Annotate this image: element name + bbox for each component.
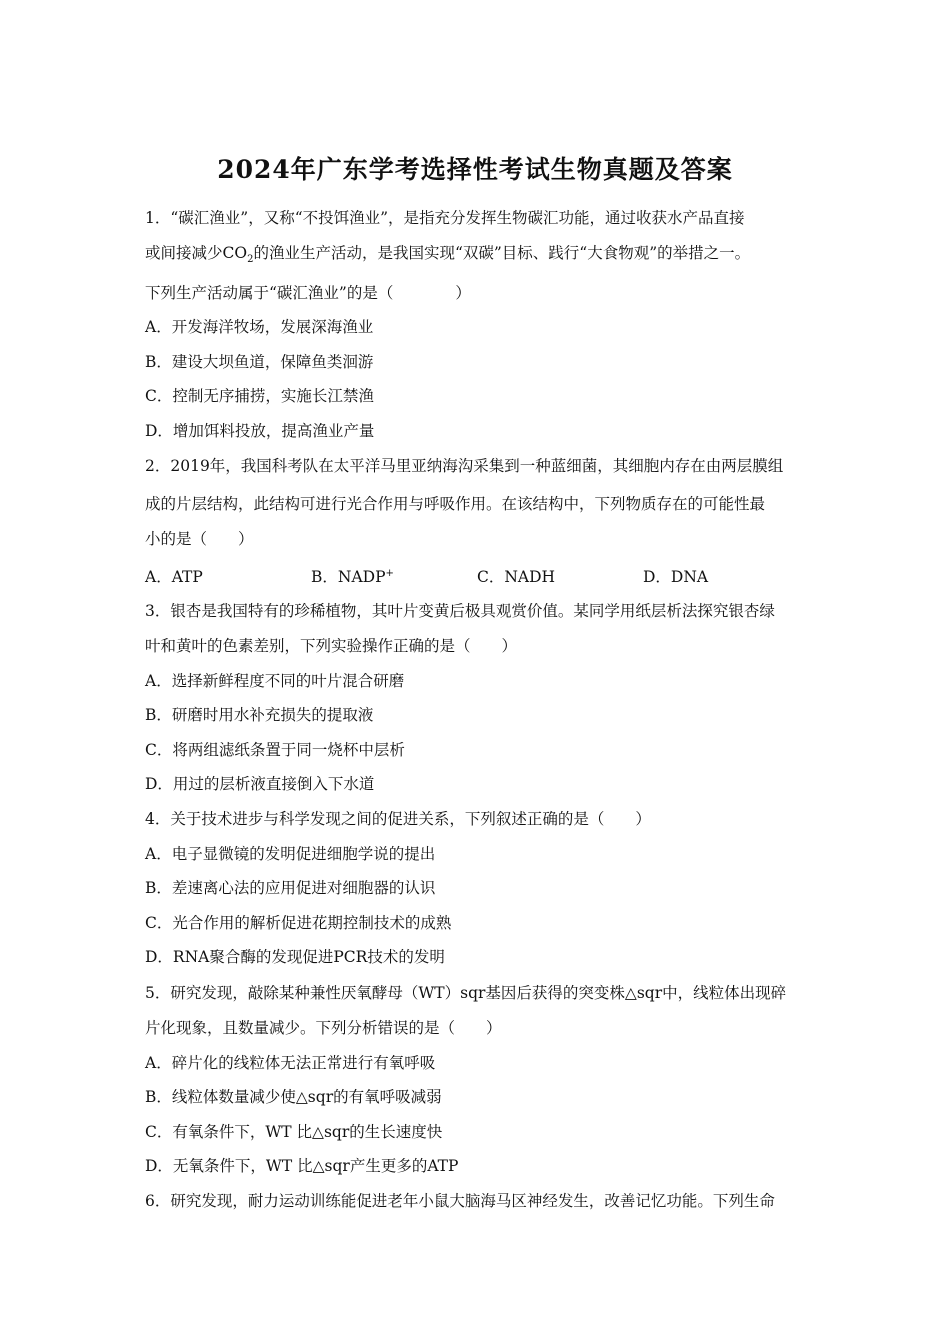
co2-subscript: 2 [247,254,254,266]
q2-options-row [145,564,845,587]
q1-option-b: B．建设大坝鱼道，保障鱼类洄游 [145,353,374,371]
q2-option-d: D．DNA [643,568,709,587]
q5-stem-line-2: 片化现象，且数量减少。下列分析错误的是（ ） [145,1019,502,1037]
q3-stem-line-1: 3．银杏是我国特有的珍稀植物，其叶片变黄后极具观赏价值。某同学用纸层析法探究银杏绿 [145,602,775,620]
q3-stem-line-2: 叶和黄叶的色素差别，下列实验操作正确的是（ ） [145,637,518,655]
q5-stem-line-1: 5．研究发现，敲除某种兼性厌氧酵母（WT）sqr基因后获得的突变株△sqr中，线粒体出现碎 [145,984,787,1002]
q3-option-b: B．研磨时用水补充损失的提取液 [145,706,374,724]
page-title: 2024年广东学考选择性考试生物真题及答案 [217,155,733,184]
q5-option-c: C．有氧条件下，WT 比△sqr的生长速度快 [145,1123,443,1141]
q1-option-d: D．增加饵料投放，提高渔业产量 [145,422,375,440]
q5-option-d: D．无氧条件下，WT 比△sqr产生更多的ATP [145,1157,459,1175]
q1-stem-line-1: 1．“碳汇渔业”，又称“不投饵渔业”，是指充分发挥生物碳汇功能，通过收获水产品直接 [145,209,745,227]
q2-stem-line-1: 2．2019年，我国科考队在太平洋马里亚纳海沟采集到一种蓝细菌，其细胞内存在由两层膜组 [145,457,784,475]
q5-option-b: B．线粒体数量减少使△sqr的有氧呼吸减弱 [145,1088,442,1106]
q6-stem-line-1: 6．研究发现，耐力运动训练能促进老年小鼠大脑海马区神经发生，改善记忆功能。下列生命 [145,1192,775,1210]
q4-option-c: C．光合作用的解析促进花期控制技术的成熟 [145,914,452,932]
q2-stem-line-2: 成的片层结构，此结构可进行光合作用与呼吸作用。在该结构中，下列物质存在的可能性最 [145,495,766,513]
q4-stem-line-1: 4．关于技术进步与科学发现之间的促进关系，下列叙述正确的是（ ） [145,810,651,828]
q2-stem-line-3: 小的是（ ） [145,530,254,548]
q2-option-c: C．NADH [477,568,556,587]
q1-stem-line-2: 或间接减少$CO_2$的渔业生产活动，是我国实现“双碳”目标、践行“大食物观”的举措之一。 [145,244,751,266]
q3-option-c: C．将两组滤纸条置于同一烧杯中层析 [145,741,405,759]
q2-option-b: B．NADP+ [311,568,394,587]
q4-option-b: B．差速离心法的应用促进对细胞器的认识 [145,879,436,897]
q4-option-a: A．电子显微镜的发明促进细胞学说的提出 [145,845,436,863]
q1-stem-line-3: 下列生产活动属于“碳汇渔业”的是（ ） [145,284,471,302]
q2-option-a: A．ATP [145,568,203,587]
q3-option-a: A．选择新鲜程度不同的叶片混合研磨 [145,672,405,690]
q5-option-a: A．碎片化的线粒体无法正常进行有氧呼吸 [145,1054,436,1072]
q3-option-d: D．用过的层析液直接倒入下水道 [145,775,375,793]
q4-option-d: D．RNA聚合酶的发现促进PCR技术的发明 [145,948,445,966]
q1-option-a: A．开发海洋牧场，发展深海渔业 [145,318,374,336]
q1-option-c: C．控制无序捕捞，实施长江禁渔 [145,387,374,405]
